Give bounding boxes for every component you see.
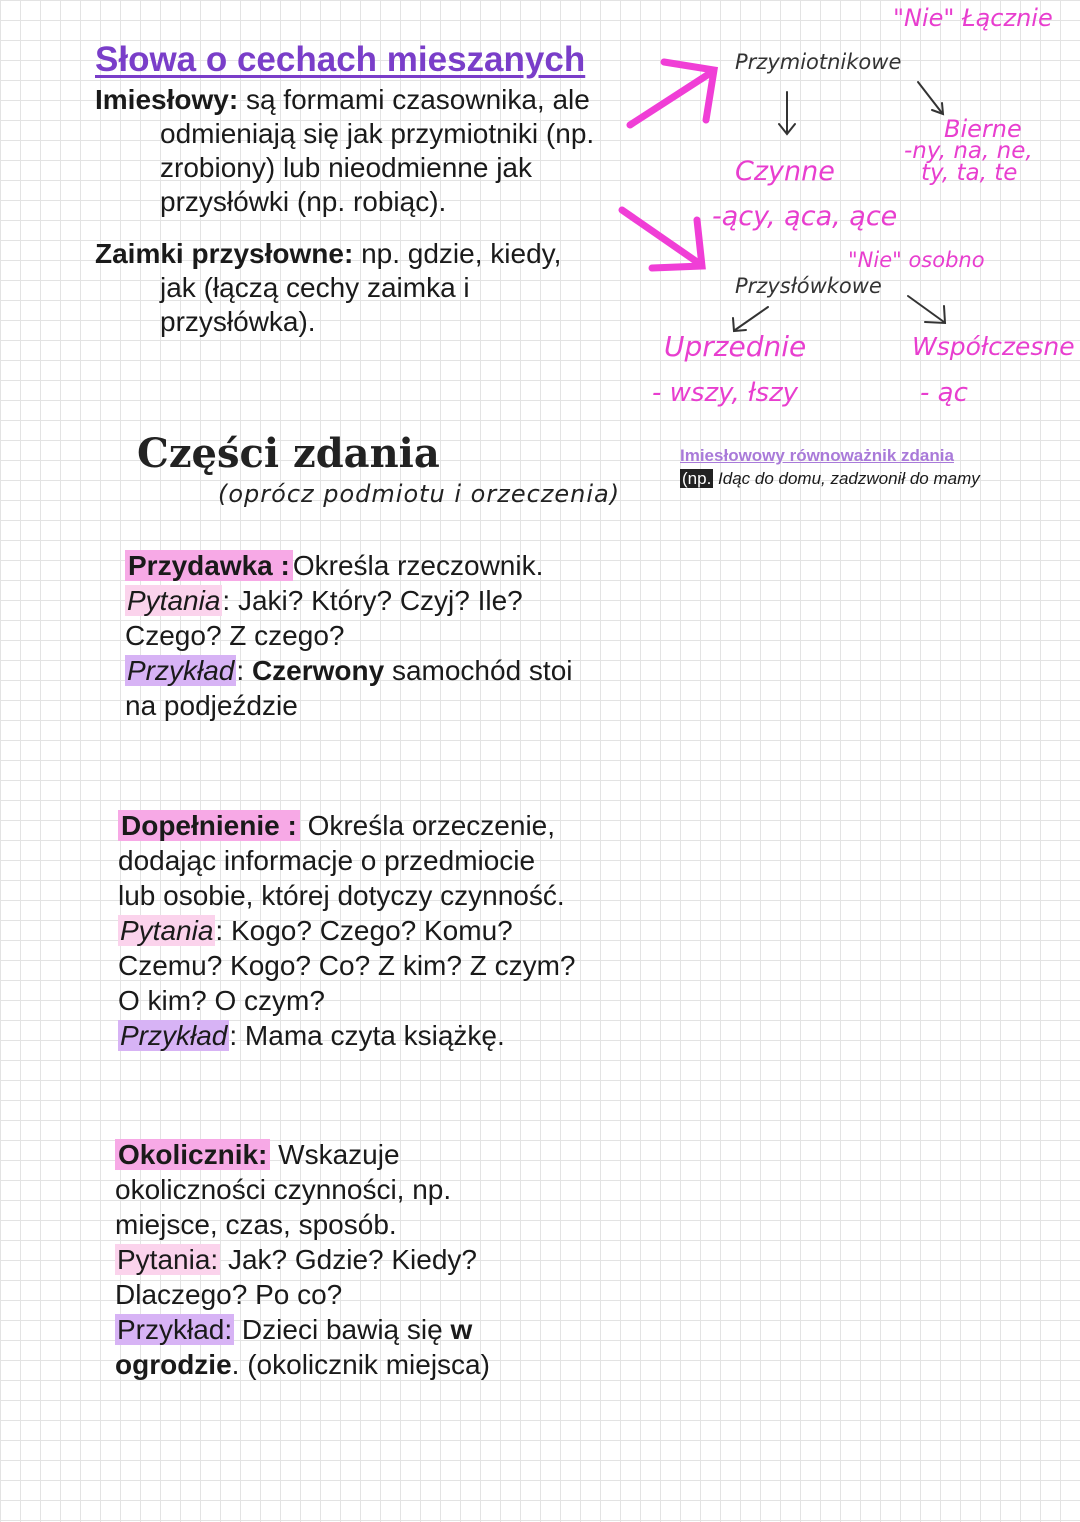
imieslowy-line2: odmieniają się jak przymiotniki (np. bbox=[160, 118, 595, 149]
przydawka-ex-sep: : bbox=[236, 655, 252, 686]
wspolczesne-endings: - ąc bbox=[920, 378, 968, 408]
zaimki-line1: np. gdzie, kiedy, bbox=[353, 238, 562, 269]
okolicznik-def: Wskazuje okoliczności czynności, np. miejsce, czas, sposób. bbox=[115, 1139, 452, 1240]
przydawka-ex-bold: Czerwony bbox=[251, 655, 385, 686]
dopelnienie-label: Dopełnienie : bbox=[118, 810, 300, 841]
dopelnienie-ex-text: : Mama czyta książkę. bbox=[229, 1020, 505, 1051]
uprzednie-endings: - wszy, łszy bbox=[652, 378, 799, 408]
przymiotnikowe-label: Przymiotnikowe bbox=[735, 50, 902, 74]
przydawka-q-text: : Jaki? Który? Czyj? Ile? Czego? Z czego? bbox=[125, 585, 523, 651]
section-subtitle: (oprócz podmiotu i orzeczenia) bbox=[218, 480, 621, 508]
arrow-down-icon bbox=[779, 92, 795, 134]
page-title: Słowa o cechach mieszanych bbox=[95, 40, 586, 79]
uprzednie-label: Uprzednie bbox=[664, 330, 807, 363]
zaimki-line3: przysłówka). bbox=[160, 306, 316, 337]
side-note bbox=[680, 444, 1000, 490]
dopelnienie-q-label: Pytania bbox=[120, 915, 214, 946]
okolicznik-ex-bold: w ogrodzie bbox=[115, 1314, 473, 1380]
wspolczesne-label: Współczesne bbox=[912, 332, 1075, 361]
okolicznik-ex-label: Przykład: bbox=[117, 1314, 233, 1345]
nie-lacznie-label: "Nie" Łącznie bbox=[893, 4, 1053, 32]
imieslowy-line3: zrobiony) lub nieodmienne jak bbox=[160, 152, 532, 183]
arrow-diag-icon bbox=[918, 82, 943, 114]
przyslowkowe-label: Przysłówkowe bbox=[735, 274, 882, 298]
arrow-up-right-icon bbox=[630, 62, 714, 125]
przydawka-ex-label: Przykład bbox=[127, 655, 235, 686]
okolicznik-label: Okolicznik: bbox=[115, 1139, 270, 1170]
bierne-label: Bierne bbox=[944, 115, 1022, 143]
przydawka-q-label: Pytania bbox=[127, 585, 221, 616]
imieslowy-lead: Imiesłowy: bbox=[95, 84, 239, 115]
czynne-label: Czynne bbox=[735, 156, 835, 187]
okolicznik-ex-text: Dzieci bawią się bbox=[234, 1314, 451, 1345]
zaimki-lead: Zaimki przysłowne: bbox=[95, 238, 354, 269]
side-note-text: Idąc do domu, zadzwonił do mamy bbox=[713, 469, 980, 488]
okolicznik-block bbox=[115, 1137, 515, 1382]
okolicznik-ex-tail: . (okolicznik miejsca) bbox=[231, 1349, 490, 1380]
przydawka-ex-text: samochód stoi na podjeździe bbox=[125, 655, 573, 721]
dopelnienie-block bbox=[118, 808, 578, 1053]
arrow-down-right-icon bbox=[622, 210, 702, 268]
bierne-endings-1: -ny, na, ne, bbox=[904, 138, 1033, 164]
arrow-down-right-small-icon bbox=[908, 296, 945, 323]
arrow-down-left-icon bbox=[733, 307, 768, 331]
czynne-endings: -ący, ąca, ące bbox=[712, 201, 898, 232]
side-note-np: (np. bbox=[682, 469, 712, 488]
nie-osobno-label: "Nie" osobno bbox=[848, 248, 985, 272]
okolicznik-q-label: Pytania: bbox=[117, 1244, 219, 1275]
imieslowy-line4: przysłówki (np. robiąc). bbox=[160, 186, 447, 217]
bierne-endings-2: ty, ta, te bbox=[921, 160, 1018, 186]
zaimki-line2: jak (łączą cechy zaimka i bbox=[160, 272, 470, 303]
dopelnienie-ex-label: Przykład bbox=[120, 1020, 228, 1051]
okolicznik-q-text: Jak? Gdzie? Kiedy? Dlaczego? Po co? bbox=[115, 1244, 477, 1310]
przydawka-block bbox=[125, 548, 595, 723]
section-title: Części zdania bbox=[137, 430, 440, 477]
imieslowy-line1: są formami czasownika, ale bbox=[238, 84, 590, 115]
przydawka-label: Przydawka : bbox=[125, 550, 293, 581]
side-note-title: Imiesłowowy równoważnik zdania bbox=[680, 446, 954, 465]
przydawka-def: Określa rzeczownik. bbox=[292, 550, 544, 581]
dopelnienie-def: Określa orzeczenie, dodając informacje o przedmiocie lub osobie, której dotyczy czynność. bbox=[118, 810, 565, 911]
dopelnienie-q-text: : Kogo? Czego? Komu? Czemu? Kogo? Co? Z kim? Z czym? O kim? O czym? bbox=[118, 915, 576, 1016]
